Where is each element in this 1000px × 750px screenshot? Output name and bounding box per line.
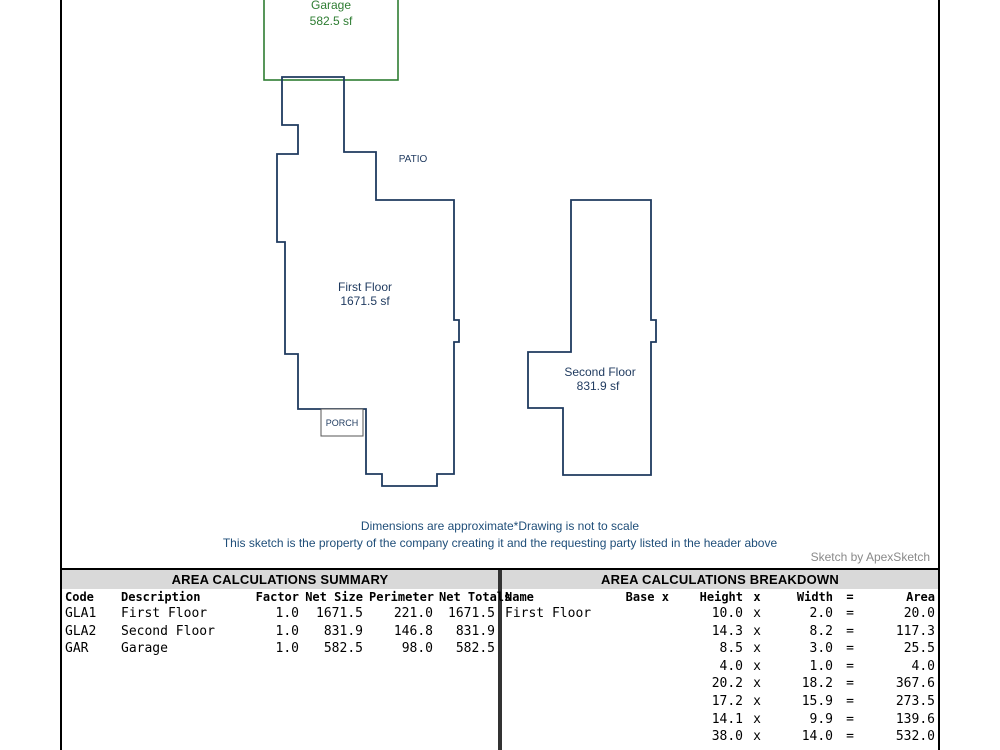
summary-description: First Floor — [121, 606, 208, 621]
summary-header-row — [62, 589, 498, 605]
table-row — [502, 675, 938, 693]
breakdown-name: First Floor — [505, 606, 592, 621]
breakdown-base — [622, 711, 672, 729]
summary-net-total: 831.9 — [455, 623, 495, 639]
table-row — [62, 623, 498, 641]
summary-perimeter: 146.8 — [393, 623, 433, 639]
breakdown-area: 273.5 — [895, 693, 935, 709]
breakdown-table — [502, 589, 938, 746]
breakdown-x: x — [753, 606, 761, 621]
breakdown-area: 532.0 — [895, 729, 935, 745]
breakdown-area: 367.6 — [895, 676, 935, 692]
table-row — [502, 658, 938, 676]
summary-header-code: Code — [65, 590, 94, 604]
table-row — [502, 728, 938, 746]
breakdown-base — [622, 605, 672, 623]
breakdown-height: 14.1 — [711, 711, 743, 727]
breakdown-name — [502, 675, 622, 693]
summary-net-size: 582.5 — [323, 641, 363, 657]
breakdown-header-height: Height — [699, 590, 743, 604]
breakdown-equals: = — [846, 676, 854, 692]
breakdown-equals: = — [846, 711, 854, 727]
breakdown-height: 20.2 — [711, 676, 743, 692]
breakdown-x: x — [753, 641, 761, 657]
breakdown-height: 10.0 — [711, 606, 743, 621]
table-row — [62, 640, 498, 658]
sketch-credit: Sketch by ApexSketch — [810, 550, 930, 564]
breakdown-name — [502, 623, 622, 641]
summary-perimeter: 221.0 — [393, 606, 433, 621]
porch-label: PORCH — [325, 418, 359, 428]
breakdown-height: 38.0 — [711, 729, 743, 745]
breakdown-name — [502, 658, 622, 676]
breakdown-base — [622, 623, 672, 641]
breakdown-width: 2.0 — [809, 606, 833, 621]
summary-net-size: 1671.5 — [316, 606, 363, 621]
summary-description: Second Floor — [121, 623, 215, 639]
breakdown-name — [502, 711, 622, 729]
breakdown-x: x — [753, 729, 761, 745]
disclaimer-property: This sketch is the property of the company creating it and the requesting party listed in the header above — [222, 536, 778, 550]
breakdown-height: 14.3 — [711, 623, 743, 639]
summary-factor: 1.0 — [275, 606, 299, 621]
breakdown-area: 20.0 — [903, 606, 935, 621]
summary-net-size: 831.9 — [323, 623, 363, 639]
breakdown-width: 8.2 — [809, 623, 833, 639]
summary-net-total: 1671.5 — [448, 606, 495, 621]
breakdown-x: x — [753, 676, 761, 692]
summary-factor: 1.0 — [275, 623, 299, 639]
summary-factor: 1.0 — [275, 641, 299, 657]
summary-header-perimeter: Perimeter — [369, 590, 435, 604]
breakdown-area: 139.6 — [895, 711, 935, 727]
breakdown-x: x — [753, 623, 761, 639]
second-floor-name-label: Second Floor — [564, 365, 636, 379]
table-row — [502, 605, 938, 623]
breakdown-equals: = — [846, 641, 854, 657]
breakdown-header-base — [622, 589, 672, 605]
garage-name-label: Garage — [310, 0, 352, 12]
summary-title: AREA CALCULATIONS SUMMARY — [62, 570, 498, 589]
breakdown-width: 15.9 — [801, 693, 833, 709]
breakdown-width: 1.0 — [809, 658, 833, 674]
summary-perimeter: 98.0 — [401, 641, 433, 657]
table-row — [502, 640, 938, 658]
breakdown-base — [622, 640, 672, 658]
breakdown-base — [622, 658, 672, 676]
garage-area-label: 582.5 sf — [309, 14, 353, 28]
breakdown-title: AREA CALCULATIONS BREAKDOWN — [502, 570, 938, 589]
breakdown-header-width: Width — [796, 590, 833, 604]
breakdown-body — [502, 605, 938, 746]
summary-net-total: 582.5 — [455, 641, 495, 657]
summary-header-net-totals: Net Totals — [439, 590, 512, 604]
breakdown-name — [502, 640, 622, 658]
area-breakdown-panel — [502, 570, 938, 750]
patio-label: PATIO — [398, 154, 428, 165]
breakdown-height: 4.0 — [719, 658, 743, 674]
breakdown-x: x — [753, 693, 761, 709]
breakdown-equals: = — [846, 729, 854, 745]
breakdown-equals: = — [846, 658, 854, 674]
breakdown-width: 14.0 — [801, 729, 833, 745]
breakdown-height: 8.5 — [719, 641, 743, 657]
table-row — [502, 711, 938, 729]
summary-description: Garage — [121, 641, 168, 657]
breakdown-header-area: Area — [906, 590, 935, 604]
breakdown-height: 17.2 — [711, 693, 743, 709]
breakdown-header-row — [502, 589, 938, 605]
breakdown-header-name: Name — [505, 590, 534, 604]
table-row — [502, 623, 938, 641]
breakdown-equals: = — [846, 693, 854, 709]
summary-header-factor: Factor — [255, 590, 299, 604]
table-row — [62, 605, 498, 623]
breakdown-name — [502, 728, 622, 746]
garage-outline[interactable] — [264, 0, 398, 80]
table-row — [502, 693, 938, 711]
sketch-notes — [60, 518, 940, 552]
summary-code: GAR — [65, 641, 89, 657]
breakdown-equals: = — [846, 606, 854, 621]
breakdown-header-base-text: Base — [625, 590, 655, 604]
breakdown-base — [622, 675, 672, 693]
breakdown-header-x1: x — [661, 590, 669, 604]
disclaimer-scale: Dimensions are approximate*Drawing is not to scale — [360, 519, 640, 533]
breakdown-area: 25.5 — [903, 641, 935, 657]
breakdown-header-equals: = — [846, 590, 854, 604]
summary-code: GLA1 — [65, 606, 97, 621]
summary-header-net-size: Net Size — [305, 590, 363, 604]
breakdown-base — [622, 693, 672, 711]
first-floor-name-label: First Floor — [338, 280, 392, 294]
breakdown-area: 117.3 — [895, 623, 935, 639]
area-summary-panel — [62, 570, 512, 750]
summary-table — [62, 589, 512, 658]
second-floor-area-label: 831.9 sf — [576, 379, 620, 393]
summary-header-description: Description — [121, 590, 201, 604]
breakdown-x: x — [753, 711, 761, 727]
breakdown-equals: = — [846, 623, 854, 639]
breakdown-base — [622, 728, 672, 746]
second-floor-outline[interactable] — [528, 200, 656, 475]
breakdown-header-x2: x — [753, 590, 761, 604]
breakdown-width: 3.0 — [809, 641, 833, 657]
breakdown-width: 18.2 — [801, 676, 833, 692]
breakdown-x: x — [753, 658, 761, 674]
breakdown-area: 4.0 — [911, 658, 935, 674]
summary-code: GLA2 — [65, 623, 97, 639]
first-floor-area-label: 1671.5 sf — [340, 294, 390, 308]
breakdown-width: 9.9 — [809, 711, 833, 727]
breakdown-name — [502, 693, 622, 711]
